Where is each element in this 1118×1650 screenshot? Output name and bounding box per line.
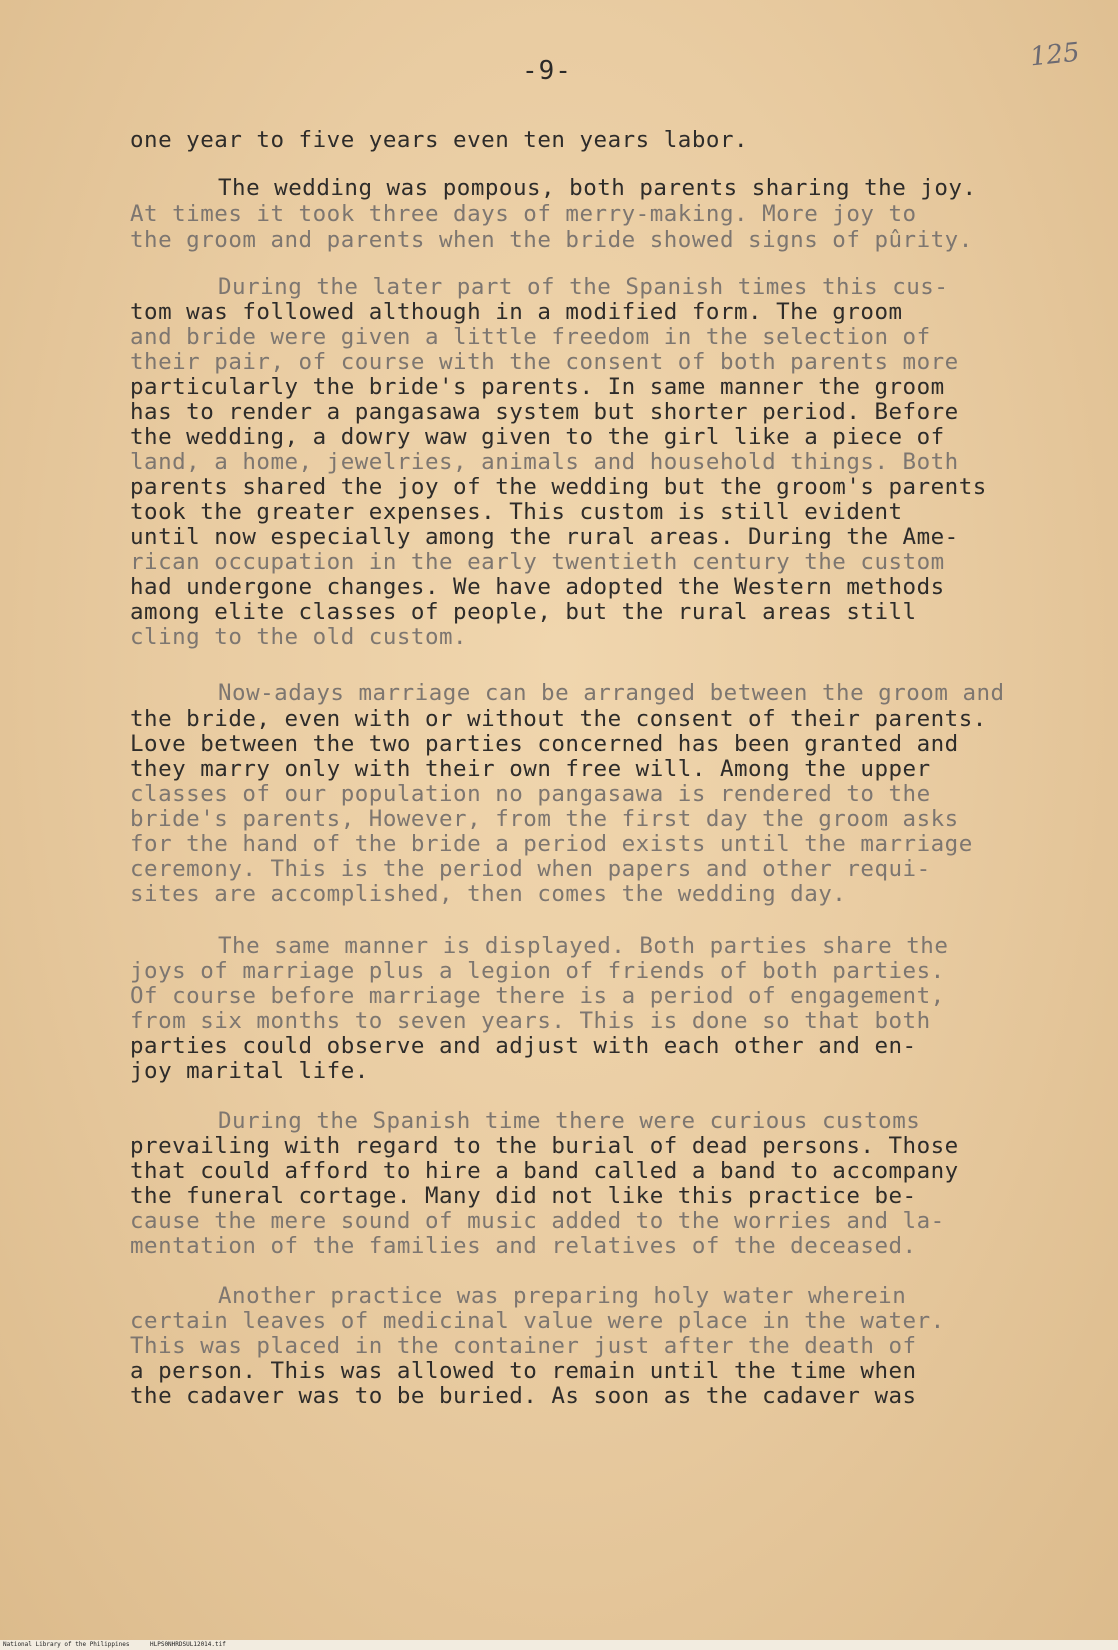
text-line: joy marital life. (130, 1058, 369, 1084)
text-line: cling to the old custom. (130, 624, 468, 650)
scan-footer (0, 1640, 1118, 1650)
text-line: among elite classes of people, but the rural areas still (130, 599, 917, 625)
text-line: certain leaves of medicinal value were place in the water. (130, 1308, 945, 1334)
text-line: took the greater expenses. This custom is still evident (130, 499, 903, 525)
text-line: the cadaver was to be buried. As soon as the cadaver was (130, 1383, 917, 1409)
text-line: and bride were given a little freedom in the selection of (130, 324, 931, 350)
text-line: During the Spanish time there were curious customs (218, 1108, 921, 1134)
text-line: that could afford to hire a band called a band to accompany (130, 1158, 959, 1184)
text-line: ceremony. This is the period when papers and other requi- (130, 856, 931, 882)
text-line: one year to five years even ten years labor. (130, 127, 749, 153)
text-line: Another practice was preparing holy water wherein (218, 1283, 907, 1309)
text-line: sites are accomplished, then comes the wedding day. (130, 881, 847, 907)
text-line: parents shared the joy of the wedding but the groom's parents (130, 474, 987, 500)
text-line: the groom and parents when the bride showed signs of pûrity. (130, 227, 973, 253)
text-line: the bride, even with or without the consent of their parents. (130, 706, 987, 732)
text-line: until now especially among the rural areas. During the Ame- (130, 524, 959, 550)
text-line: the wedding, a dowry waw given to the girl like a piece of (130, 424, 945, 450)
text-line: Of course before marriage there is a period of engagement, (130, 983, 945, 1009)
text-line: The wedding was pompous, both parents sharing the joy. (218, 175, 977, 201)
text-line: the funeral cortage. Many did not like this practice be- (130, 1183, 917, 1209)
text-line: has to render a pangasawa system but shorter period. Before (130, 399, 959, 425)
text-line: prevailing with regard to the burial of dead persons. Those (130, 1133, 959, 1159)
text-line: land, a home, jewelries, animals and household things. Both (130, 449, 959, 475)
text-line: classes of our population no pangasawa is rendered to the (130, 781, 931, 807)
text-line: parties could observe and adjust with each other and en- (130, 1033, 917, 1059)
text-line: from six months to seven years. This is done so that both (130, 1008, 931, 1034)
text-line: particularly the bride's parents. In same manner the groom (130, 374, 945, 400)
text-line: mentation of the families and relatives of the deceased. (130, 1233, 917, 1259)
text-line: tom was followed although in a modified form. The groom (130, 299, 903, 325)
text-line: their pair, of course with the consent of both parents more (130, 349, 959, 375)
text-line: they marry only with their own free will. Among the upper (130, 756, 931, 782)
text-line: bride's parents, However, from the first day the groom asks (130, 806, 959, 832)
text-line: rican occupation in the early twentieth century the custom (130, 549, 945, 575)
text-line: for the hand of the bride a period exists until the marriage (130, 831, 973, 857)
handwritten-folio-number: 125 (1028, 37, 1082, 73)
text-line: had undergone changes. We have adopted the Western methods (130, 574, 945, 600)
footer-file-name: HLPS0NHRDSUL12014.tif (150, 1641, 226, 1648)
text-line: At times it took three days of merry-making. More joy to (130, 201, 917, 227)
text-line: During the later part of the Spanish times this cus- (218, 274, 949, 300)
text-line: a person. This was allowed to remain until the time when (130, 1358, 917, 1384)
text-line: cause the mere sound of music added to the worries and la- (130, 1208, 945, 1234)
text-line: joys of marriage plus a legion of friends of both parties. (130, 958, 945, 984)
text-line: Now-adays marriage can be arranged between the groom and (218, 680, 1005, 706)
page-number: -9- (522, 56, 572, 86)
text-line: The same manner is displayed. Both parties share the (218, 933, 949, 959)
text-line: Love between the two parties concerned has been granted and (130, 731, 959, 757)
text-line: This was placed in the container just after the death of (130, 1333, 917, 1359)
footer-library-name: National Library of the Philippines (3, 1641, 130, 1648)
